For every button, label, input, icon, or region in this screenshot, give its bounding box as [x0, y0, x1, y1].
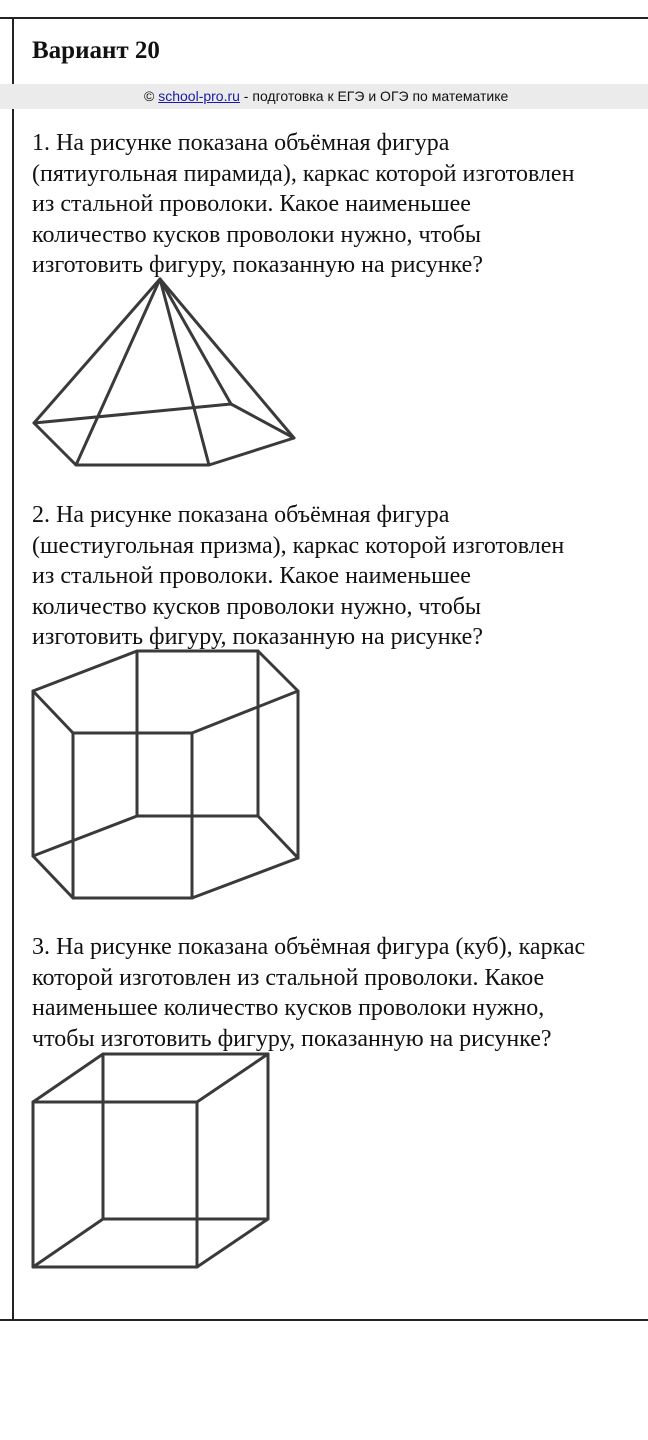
site-link[interactable]: school-pro.ru: [158, 88, 240, 104]
cube-edge-1: [33, 1054, 103, 1102]
cube-edge-3: [197, 1219, 268, 1267]
cube-front-face: [33, 1102, 197, 1267]
task-3-text: 3. На рисунке показана объёмная фигура (куб), каркас которой изготовлен из стальной проволоки. Какое наименьшее количество кусков проволоки нужно, чтобы изготовить фигуру, показанную на рисунке?: [32, 934, 586, 1052]
task-2-text: 2. На рисунке показана объёмная фигура (шестиугольная призма), каркас которой изготовлен из стальной проволоки. Какое наименьшее количество кусков проволоки нужно, чтобы изготовить фигуру, показанную на рисунке?: [32, 502, 565, 650]
cube-edge-4: [33, 1219, 103, 1267]
variant-title: Вариант 20: [32, 37, 160, 64]
cube-edge-2: [197, 1054, 268, 1102]
header-tagline: - подготовка к ЕГЭ и ОГЭ по математике: [239, 88, 509, 104]
cube-back-face: [103, 1054, 268, 1219]
copyright-sign: ©: [144, 88, 155, 104]
task-1-text: 1. На рисунке показана объёмная фигура (пятиугольная пирамида), каркас которой изготовлен из стальной проволоки. Какое наименьшее количество кусков проволоки нужно, чтобы изготовить фигуру, показанную на рисунке?: [32, 130, 575, 278]
